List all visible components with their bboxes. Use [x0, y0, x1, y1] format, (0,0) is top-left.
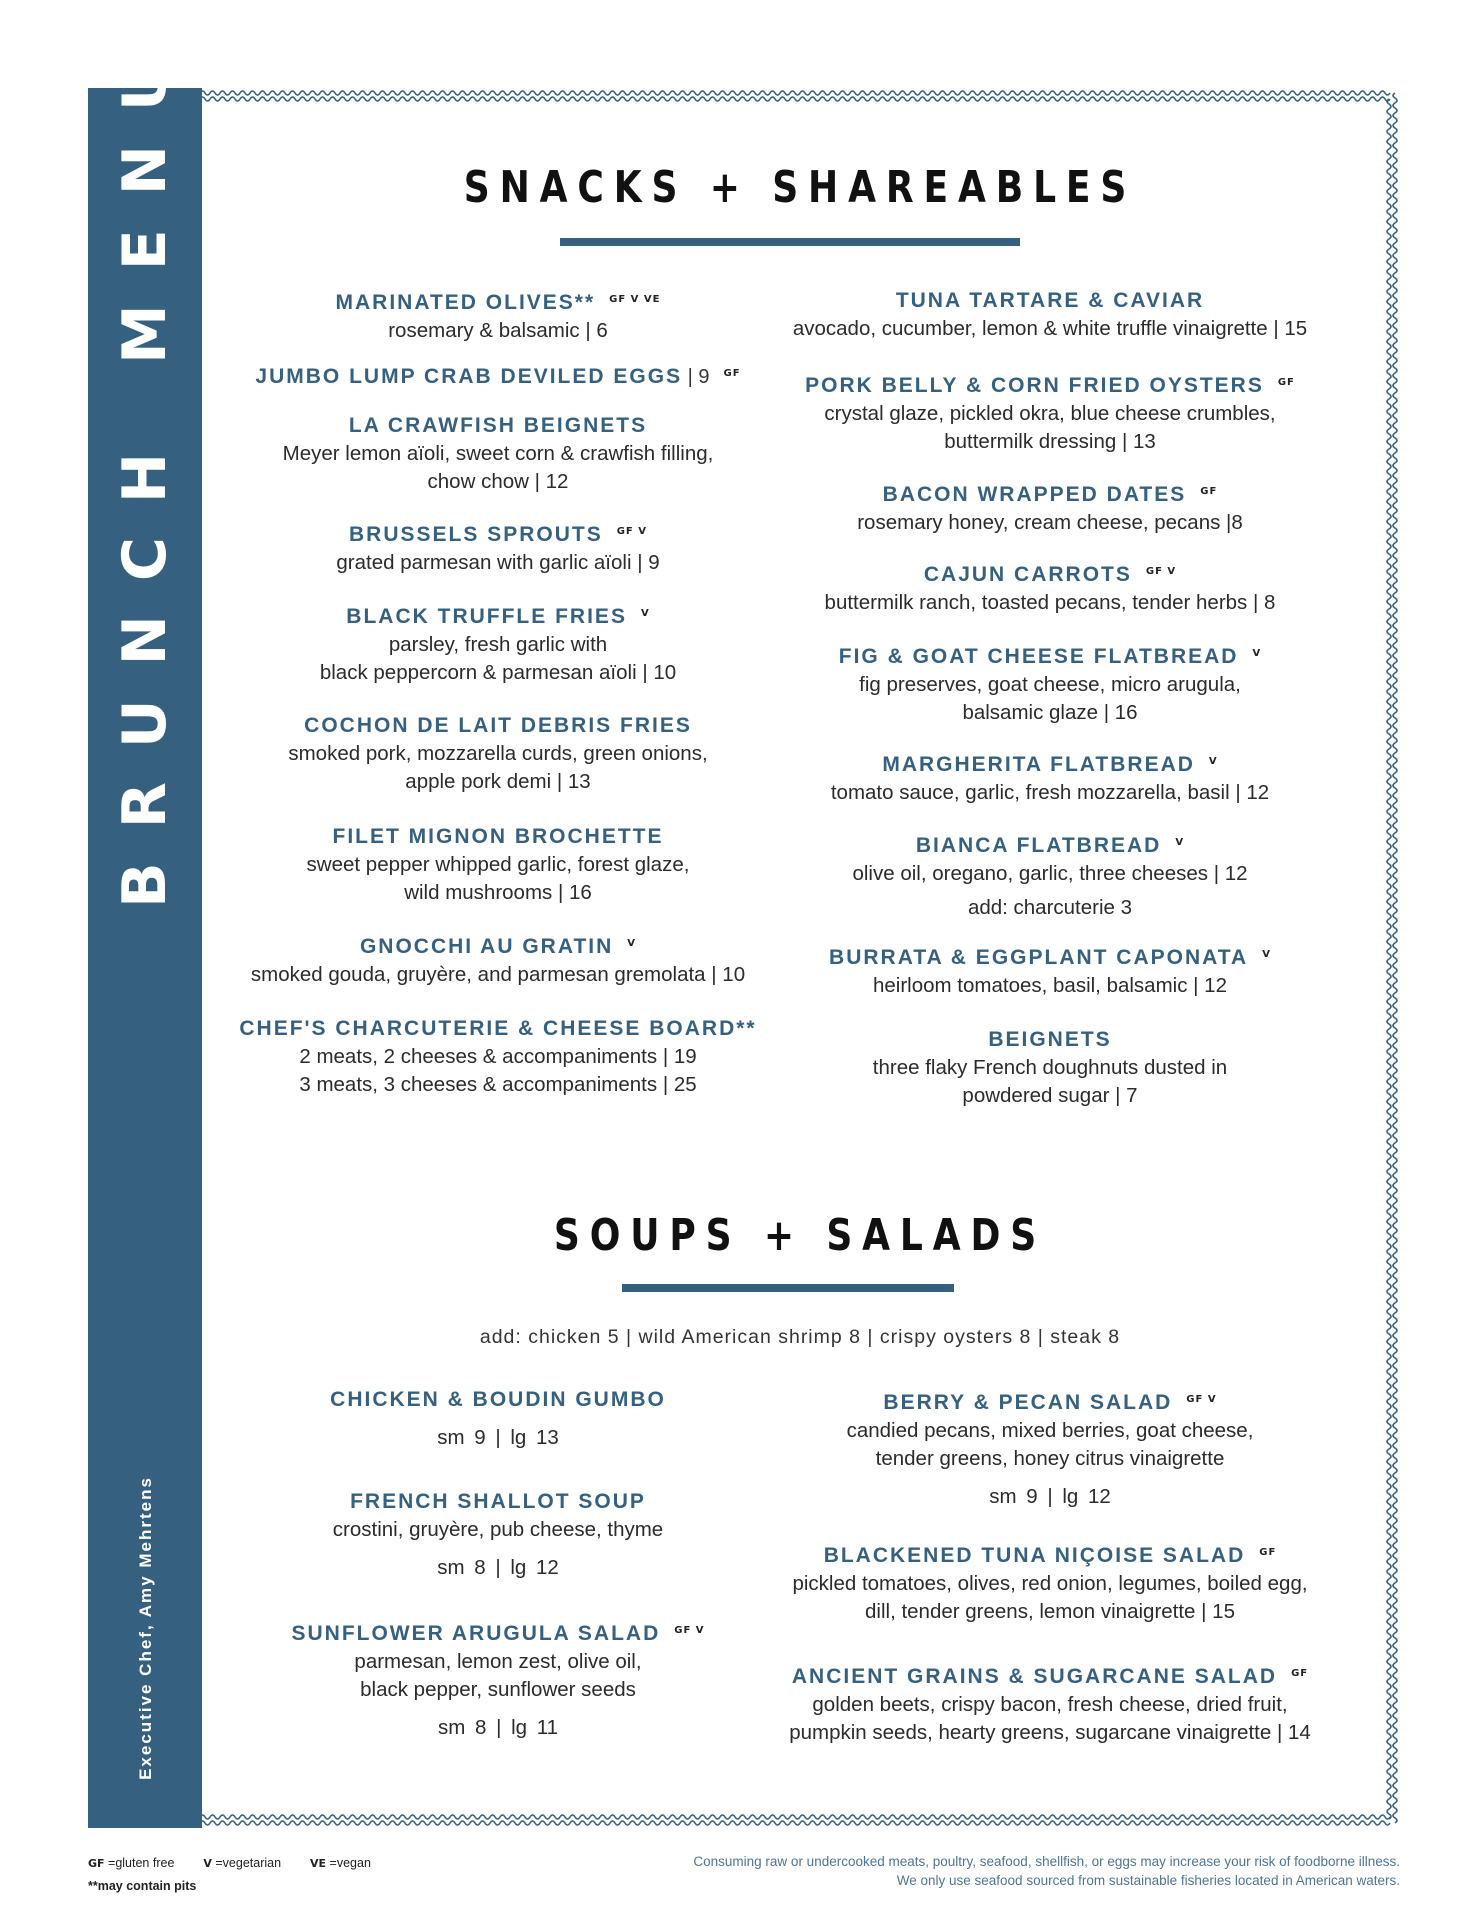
menu-item-header	[770, 640, 1330, 671]
menu-item-description: fig preserves, goat cheese, micro arugula,	[859, 673, 1241, 696]
menu-item-header	[218, 518, 778, 549]
menu-item-header	[218, 360, 778, 391]
menu-item	[218, 712, 778, 796]
menu-item-name: BURRATA & EGGPLANT CAPONATA	[829, 946, 1249, 969]
legend-gf-tag: GF	[88, 1857, 105, 1870]
menu-item-name: BEIGNETS	[988, 1028, 1112, 1051]
menu-item-description: avocado, cucumber, lemon & white truffle vinaigrette | 15	[792, 317, 1308, 340]
menu-item-name: LA CRAWFISH BEIGNETS	[348, 414, 648, 437]
menu-item	[770, 640, 1330, 727]
dietary-tags: V	[627, 938, 637, 949]
soups-section-title: SOUPS + SALADS	[553, 1210, 1047, 1261]
menu-item-name: BLACKENED TUNA NIÇOISE SALAD	[823, 1544, 1246, 1567]
menu-item-name: FIG & GOAT CHEESE FLATBREAD	[838, 645, 1239, 668]
dietary-tags: GF V	[1186, 1394, 1217, 1405]
sidebar-band	[88, 28, 202, 1828]
menu-item-name: BACON WRAPPED DATES	[882, 483, 1187, 506]
menu-item-name: BRUSSELS SPROUTS	[349, 523, 603, 546]
menu-item-header	[218, 712, 778, 740]
menu-title: BRUNCH MENU	[110, 28, 180, 908]
menu-item	[770, 748, 1330, 807]
menu-item-header	[770, 287, 1330, 315]
notice-line-2: We only use seafood sourced from sustainable fisheries located in American waters.	[896, 1873, 1400, 1888]
menu-item-description: chow chow | 12	[427, 470, 569, 493]
menu-item-description: buttermilk dressing | 13	[944, 430, 1156, 453]
notice-line-1: Consuming raw or undercooked meats, poultry, seafood, shellfish, or eggs may increase your risk of foodborne illness.	[693, 1854, 1400, 1869]
menu-item-description: heirloom tomatoes, basil, balsamic | 12	[873, 974, 1227, 997]
menu-item-name: GNOCCHI AU GRATIN	[359, 935, 614, 958]
dietary-tags: GF	[1259, 1547, 1277, 1558]
menu-item-name: MARINATED OLIVES**	[335, 291, 596, 314]
menu-item-description: olive oil, oregano, garlic, three cheeses | 12	[852, 862, 1248, 885]
dietary-tags: V	[1175, 837, 1185, 848]
menu-item-description: pickled tomatoes, olives, red onion, legumes, boiled egg,	[792, 1572, 1308, 1595]
menu-item-header	[770, 478, 1330, 509]
menu-item-description: three flaky French doughnuts dusted in	[872, 1056, 1228, 1079]
soups-title-rule	[622, 1284, 954, 1292]
menu-item-header	[218, 823, 778, 851]
chef-credit: Executive Chef, Amy Mehrtens	[136, 1476, 155, 1780]
menu-item-header	[218, 1488, 778, 1516]
menu-item	[770, 1539, 1330, 1626]
menu-item-name: FILET MIGNON BROCHETTE	[332, 825, 664, 848]
menu-item-name: COCHON DE LAIT DEBRIS FRIES	[304, 714, 692, 737]
menu-item-description: smoked gouda, gruyère, and parmesan gremolata | 10	[250, 963, 746, 986]
menu-item-description: grated parmesan with garlic aïoli | 9	[336, 551, 660, 574]
menu-item-name: BERRY & PECAN SALAD	[883, 1391, 1173, 1414]
menu-item-addon: add: charcuterie 3	[967, 896, 1133, 919]
dietary-tags: GF V	[674, 1625, 705, 1636]
snacks-section-title: SNACKS + SHAREABLES	[463, 162, 1137, 213]
menu-item-name: BLACK TRUFFLE FRIES	[346, 605, 627, 628]
frame-wave-line	[200, 1821, 1390, 1825]
menu-item-name: CAJUN CARROTS	[923, 563, 1132, 586]
menu-item-description: Meyer lemon aïoli, sweet corn & crawfish filling,	[282, 442, 714, 465]
menu-item-header	[770, 1539, 1330, 1570]
sidebar-title-wrap	[88, 28, 202, 908]
dietary-tags: GF V VE	[609, 294, 661, 305]
menu-item-description: tender greens, honey citrus vinaigrette	[875, 1447, 1225, 1470]
legend-v-tag: V	[203, 1857, 212, 1870]
menu-item-description: powdered sugar | 7	[962, 1084, 1138, 1107]
dietary-tags: GF	[1277, 377, 1295, 388]
menu-item-header	[770, 1026, 1330, 1054]
menu-item-header	[770, 1386, 1330, 1417]
menu-item-header	[770, 941, 1330, 972]
menu-item-sizes: sm 8 | lg 12	[437, 1556, 559, 1579]
menu-item-description: crostini, gruyère, pub cheese, thyme	[332, 1518, 664, 1541]
menu-item-header	[770, 829, 1330, 860]
menu-item-header	[770, 1660, 1330, 1691]
menu-item-name: FRENCH SHALLOT SOUP	[350, 1490, 646, 1513]
menu-item-description: candied pecans, mixed berries, goat cheese,	[846, 1419, 1254, 1442]
legend-gf-text: =gluten free	[108, 1856, 175, 1870]
legend-pits-note: **may contain pits	[88, 1879, 197, 1893]
frame-wave-line	[200, 91, 1390, 95]
food-safety-notice	[500, 1852, 1400, 1890]
menu-item	[770, 941, 1330, 1000]
menu-item-name: TUNA TARTARE & CAVIAR	[895, 289, 1205, 312]
frame-wave-line	[1387, 99, 1391, 1819]
menu-item	[218, 518, 778, 577]
menu-item	[218, 412, 778, 496]
menu-item-name: CHICKEN & BOUDIN GUMBO	[330, 1388, 666, 1411]
menu-item-header	[770, 748, 1330, 779]
menu-item	[218, 600, 778, 687]
menu-item-description: tomato sauce, garlic, fresh mozzarella, basil | 12	[830, 781, 1270, 804]
menu-item-sizes: sm 9 | lg 13	[437, 1426, 559, 1449]
menu-item-header	[218, 1015, 778, 1043]
menu-item	[218, 1015, 778, 1099]
menu-item-header	[218, 1617, 778, 1648]
legend-ve-tag: VE	[310, 1857, 327, 1870]
dietary-tags: V	[1252, 648, 1262, 659]
menu-item	[770, 1386, 1330, 1511]
menu-item	[218, 1617, 778, 1742]
menu-item-name: JUMBO LUMP CRAB DEVILED EGGS	[255, 365, 683, 388]
menu-item-description: balsamic glaze | 16	[962, 701, 1138, 724]
menu-item-description: golden beets, crispy bacon, fresh cheese, dried fruit,	[812, 1693, 1288, 1716]
menu-item-name: SUNFLOWER ARUGULA SALAD	[291, 1622, 661, 1645]
frame-wave-line	[1393, 93, 1397, 1823]
menu-item-name: PORK BELLY & CORN FRIED OYSTERS	[805, 374, 1264, 397]
menu-item-header	[218, 412, 778, 440]
menu-item-description: 3 meats, 3 cheeses & accompaniments | 25	[299, 1073, 697, 1096]
menu-item	[770, 478, 1330, 537]
menu-item-header	[218, 286, 778, 317]
menu-item-description: sweet pepper whipped garlic, forest glaze,	[306, 853, 690, 876]
dietary-tags: V	[640, 608, 650, 619]
legend-v-text: =vegetarian	[215, 1856, 282, 1870]
menu-item-description: black pepper, sunflower seeds	[360, 1678, 636, 1701]
menu-item-header	[770, 558, 1330, 589]
menu-item-name: CHEF'S CHARCUTERIE & CHEESE BOARD**	[239, 1017, 757, 1040]
menu-item-price: | 9	[682, 366, 710, 388]
menu-item-description: smoked pork, mozzarella curds, green onions,	[288, 742, 708, 765]
menu-item-description: parsley, fresh garlic with	[388, 633, 608, 656]
menu-item-description: crystal glaze, pickled okra, blue cheese crumbles,	[824, 402, 1276, 425]
menu-item-name: MARGHERITA FLATBREAD	[882, 753, 1195, 776]
menu-item	[770, 1660, 1330, 1747]
dietary-tags: GF	[723, 368, 741, 379]
menu-item-sizes: sm 9 | lg 12	[989, 1485, 1111, 1508]
menu-item	[770, 287, 1330, 343]
menu-item-description: rosemary & balsamic | 6	[388, 319, 608, 342]
menu-item-description: dill, tender greens, lemon vinaigrette | 15	[865, 1600, 1235, 1623]
addons-line: add: chicken 5 | wild American shrimp 8 | crispy oysters 8 | steak 8	[479, 1326, 1121, 1348]
menu-item	[218, 360, 778, 391]
menu-item	[218, 286, 778, 345]
menu-item	[218, 823, 778, 907]
dietary-legend	[88, 1852, 371, 1897]
menu-item-description: parmesan, lemon zest, olive oil,	[354, 1650, 642, 1673]
menu-item-description: pumpkin seeds, hearty greens, sugarcane vinaigrette | 14	[789, 1721, 1311, 1744]
menu-item-header	[218, 930, 778, 961]
menu-item-header	[770, 369, 1330, 400]
menu-item-description: wild mushrooms | 16	[404, 881, 592, 904]
menu-item	[218, 1386, 778, 1452]
menu-item-name: ANCIENT GRAINS & SUGARCANE SALAD	[791, 1665, 1278, 1688]
frame-wave-line	[200, 1815, 1390, 1819]
menu-item	[770, 829, 1330, 922]
menu-item-header	[218, 1386, 778, 1414]
dietary-tags: GF	[1200, 486, 1218, 497]
menu-item-description: 2 meats, 2 cheeses & accompaniments | 19	[299, 1045, 697, 1068]
menu-item-name: BIANCA FLATBREAD	[915, 834, 1162, 857]
dietary-tags: V	[1262, 949, 1271, 960]
menu-item-sizes: sm 8 | lg 11	[437, 1716, 559, 1739]
menu-item	[770, 558, 1330, 617]
menu-item-description: rosemary honey, cream cheese, pecans |8	[857, 511, 1243, 534]
menu-item-description: black peppercorn & parmesan aïoli | 10	[319, 661, 677, 684]
menu-item-description: buttermilk ranch, toasted pecans, tender herbs | 8	[824, 591, 1276, 614]
menu-item	[770, 369, 1330, 456]
dietary-tags: GF V	[616, 526, 647, 537]
dietary-tags: GF	[1291, 1668, 1309, 1679]
menu-item	[770, 1026, 1330, 1110]
menu-item	[218, 930, 778, 989]
menu-item-header	[218, 600, 778, 631]
menu-item	[218, 1488, 778, 1582]
legend-ve-text: =vegan	[329, 1856, 371, 1870]
menu-item-description: apple pork demi | 13	[405, 770, 591, 793]
snacks-title-rule	[560, 238, 1020, 246]
frame-wave-line	[200, 97, 1390, 101]
dietary-tags: GF V	[1145, 566, 1177, 577]
dietary-tags: V	[1208, 756, 1218, 767]
